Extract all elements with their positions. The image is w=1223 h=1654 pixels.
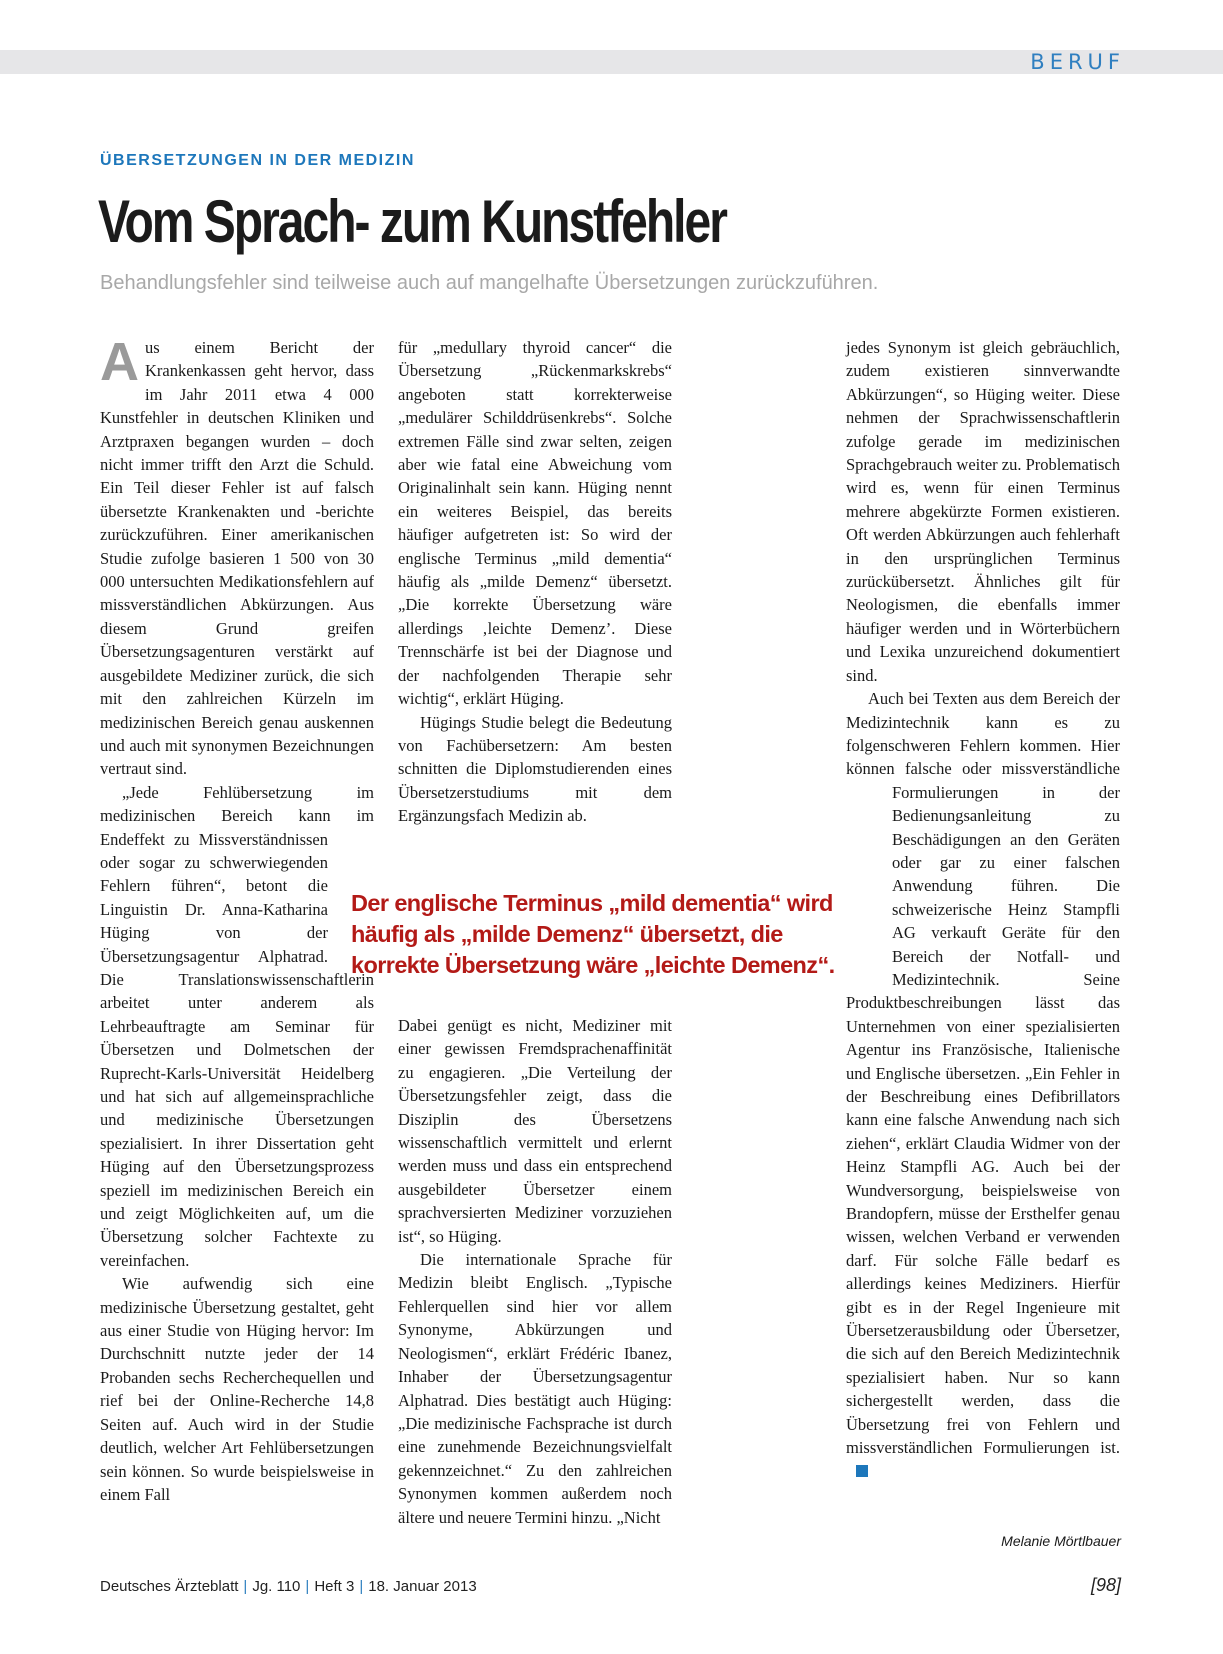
paragraph: für „medullary thyroid cancer“ die Übersetzung „Rückenmarkskrebs“ angeboten statt korrekterweise „medulärer Schilddrüsenkrebs“. Solche extremen Fälle sind zwar selten, zeigen aber wie fatal eine Abweichung vom Originalinhalt sein kann. Hüging nennt ein weiteres Beispiel, das bereits häufiger aufgetreten ist: So wird der englische Terminus „mild dementia“ häufig als „milde Demenz“ übersetzt. „Die korrekte Übersetzung wäre allerdings ‚leichte Demenz’. Diese Trennschärfe ist bei der Diagnose und der nachfolgenden Therapie sehr wichtig“, erklärt Hüging. <box>398 338 672 709</box>
issue: Heft 3 <box>314 1578 355 1595</box>
paragraph <box>100 332 374 781</box>
paragraph: Wie aufwendig sich eine medizinische Übersetzung gestaltet, geht aus einer Studie von Hüging hervor: Im Durchschnitt nutzte jeder der 14 Probanden sechs Recherchequellen und rief bei der Online-Recherche 14,8 Seiten auf. Auch wird in der Studie deutlich, welcher Art Fehlübersetzungen sein können. So wurde beispielsweise in einem Fall <box>100 1274 374 1504</box>
text-column-1 <box>100 332 374 1506</box>
page-number: [98] <box>1090 1575 1121 1595</box>
paragraph <box>846 687 1120 1483</box>
issue-date: 18. Januar 2013 <box>368 1578 477 1595</box>
paragraph-text: us einem Bericht der Krankenkassen geht hervor, dass im Jahr 2011 etwa 4 000 Kunstfehler in deutschen Kliniken und Arztpraxen begangen wurden – doch nicht immer trifft den Arzt die Schuld. Ein Teil dieser Fehler ist auf falsch übersetzte Krankenakten und -berichte zurückzuführen. Einer amerikanischen Studie zufolge basieren 1 500 von 30 000 untersuchten Medikationsfehlern auf missverständlichen Abkürzungen. Aus diesem Grund greifen Übersetzungsagenturen verstärkt auf ausgebildete Mediziner zurück, die sich mit den zahlreichen Kürzeln im medizinischen Bereich genau auskennen und auch mit synonymen Bezeichnungen vertraut sind. <box>100 338 374 779</box>
page-footer: Deutsches Ärzteblatt | Jg. 110 | Heft 3 | 18. Januar 2013 <box>100 1578 477 1595</box>
pull-quote: Der englische Terminus „mild dementia“ wird häufig als „milde Demenz“ übersetzt, die korrekte Übersetzung wäre „leichte Demenz“. <box>351 890 835 978</box>
text-column-2-bottom <box>398 1014 672 1529</box>
paragraph-text: „Jede Fehlübersetzung im medizinischen Bereich kann im Endeffekt zu Missverständnissen oder sogar zu schwerwiegenden Fehlern führen“, betont die Linguistin Dr. Anna-Katharina Hüging von der Übersetzungsagentur Alphatrad. Die Translationswissenschaftlerin arbeitet unter anderem als Lehrbeauftragte am Seminar für Übersetzen und Dolmetschen der Ruprecht-Karls-Universität Heidelberg und hat sich auf allgemeinsprachliche und medizinische Übersetzungen spezialisiert. In ihrer Dissertation geht Hüging auf den Übersetzungsprozess speziell im medizinischen Bereich ein und zeigt Möglichkeiten auf, um die Übersetzung solcher Fachtexte zu vereinfachen. <box>100 782 374 1270</box>
article-headline: Vom Sprach- zum Kunstfehler <box>98 188 726 255</box>
paragraph: Hügings Studie belegt die Bedeutung von Fachübersetzern: Am besten schnitten die Diplomstudierenden eines Übersetzerstudiums mit dem Ergänzungsfach Medizin ab. <box>398 712 672 826</box>
volume: Jg. 110 <box>252 1578 301 1595</box>
text-column-2-top <box>398 336 672 828</box>
paragraph <box>100 781 374 1273</box>
article-standfirst: Behandlungsfehler sind teilweise auch auf mangelhafte Übersetzungen zurückzuführen. <box>100 272 879 294</box>
journal-name: Deutsches Ärzteblatt <box>100 1578 239 1595</box>
paragraph: Dabei genügt es nicht, Mediziner mit einer gewissen Fremdsprachenaffinität zu engagieren. „Die Verteilung der Übersetzungsfehler zeigt, dass die Disziplin des Übersetzens wissenschaftlich vermittelt und erlernt werden muss und dass ein entsprechend ausgebildeter Übersetzer einem sprachversierten Mediziner vorzuziehen ist“, so Hüging. <box>398 1016 672 1246</box>
author-name: Melanie Mörtlbauer <box>1001 1533 1121 1549</box>
text-column-3 <box>846 336 1120 1483</box>
drop-cap: A <box>100 332 139 392</box>
paragraph: jedes Synonym ist gleich gebräuchlich, zudem existieren sinnverwandte Abkürzungen“, so Hüging weiter. Diese nehmen der Sprachwissenschaftlerin zufolge gerade im medizinischen Sprachgebrauch weiter zu. Problematisch wird es, wenn für einen Terminus mehrere abgekürzte Formen existieren. Oft werden Abkürzungen auch fehlerhaft in den ursprünglichen Terminus zurückübersetzt. Ähnliches gilt für Neologismen, die ebenfalls immer häufiger werden und in Wörterbüchern und Lexika unzureichend dokumentiert sind. <box>846 338 1120 685</box>
paragraph: Die internationale Sprache für Medizin bleibt Englisch. „Typische Fehlerquellen sind hier vor allem Synonyme, Abkürzungen und Neologismen“, erklärt Frédéric Ibanez, Inhaber der Übersetzungsagentur Alphatrad. Dies bestätigt auch Hüging: „Die medizinische Fachsprache ist durch eine zunehmende Bezeichnungsvielfalt gekennzeichnet.“ Zu den zahlreichen Synonymen kommen außerdem noch ältere und neuere Termini hinzu. „Nicht <box>398 1250 672 1527</box>
section-label: BERUF <box>1030 50 1125 74</box>
paragraph-text: Auch bei Texten aus dem Bereich der Medizintechnik kann es zu folgenschweren Fehlern kommen. Hier können falsche oder missverständliche Formulierungen in der Bedienungsanleitung zu Beschädigungen an den Geräten oder gar zu einer falschen Anwendung führen. Die schweizerische Heinz Stampfli AG verkauft Geräte für den Bereich der Notfall- und Medizintechnik. Seine Produktbeschreibungen lässt das Unternehmen von einer spezialisierten Agentur ins Französische, Italienische und Englische übersetzen. „Ein Fehler in der Beschreibung eines Defibrillators kann eine falsche Anwendung nach sich ziehen“, erklärt Claudia Widmer von der Heinz Stampfli AG. Auch bei der Wundversorgung, beispielsweise von Brandopfern, müsse der Ersthelfer genau wissen, welchen Verband er verwenden darf. Für solche Fälle bedarf es allerdings keines Mediziners. Hierfür gibt es in der Regel Ingenieure mit Übersetzerausbildung oder Übersetzer, die sich auf den Bereich Medizintechnik spezialisiert haben. Nur so kann sichergestellt werden, dass die Übersetzung frei von Fehlern und missverständlichen Formulierungen ist. <box>846 689 1120 1458</box>
article-kicker: ÜBERSETZUNGEN IN DER MEDIZIN <box>100 152 415 169</box>
end-of-article-icon <box>856 1465 868 1477</box>
